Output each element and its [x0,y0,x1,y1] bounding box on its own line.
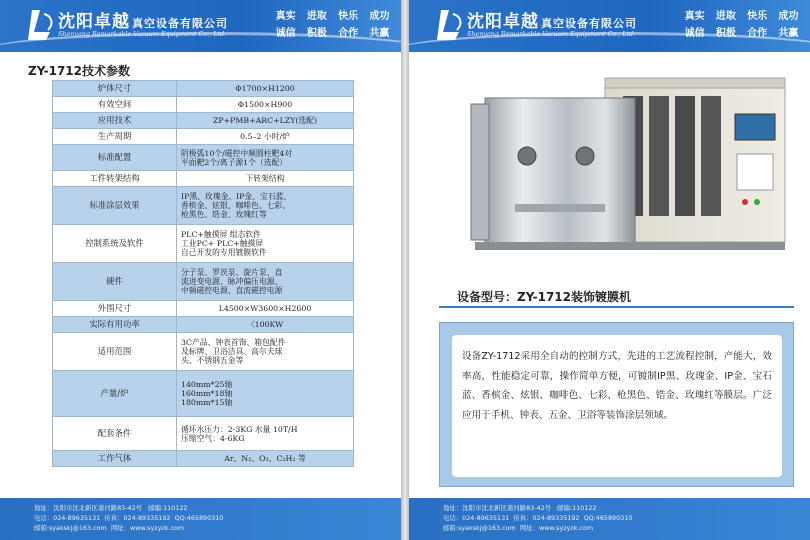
spec-row [53,333,354,371]
slogan: 快乐 [747,11,768,22]
spec-value-line: 及标牌、卫浴洁具、高尔夫球 [181,347,283,356]
spec-value [177,81,354,97]
spec-row [53,187,354,225]
spec-row [53,81,354,97]
spec-label: 生产周期 [53,129,177,145]
spec-row [53,97,354,113]
page-footer [409,498,810,540]
spec-value-line: IP黑、玫瑰金、IP金、宝石蓝、 [181,192,292,201]
spec-value-line: 中频磁控电源、直流磁控电源 [181,286,283,295]
spec-value-line: 自己开发的专用镀膜软件 [181,248,267,257]
footer-zip: 邮编:110122 [148,504,188,512]
spec-value-line: 下转架结构 [245,174,285,183]
spec-row [53,129,354,145]
spec-label: 适用范围 [53,333,177,371]
spec-value [177,417,354,451]
footer-fax: 传真：024-89335192 [513,514,580,522]
slogan: 快乐 [338,11,359,22]
spec-label: 标准涂层效果 [53,187,177,225]
page-header [0,0,401,52]
specs-page [0,0,401,540]
spec-value-line: 平面靶2个/离子源1个（选配） [181,157,288,167]
spec-row [53,301,354,317]
slogan: 进取 [715,11,736,22]
spec-row [53,113,354,129]
spec-row [53,145,354,171]
slogan: 积极 [715,28,736,39]
spec-label: 炉体尺寸 [53,81,177,97]
spec-value-line: 阴极弧10个/磁控中频圆柱靶4对 [181,148,293,158]
footer-tel: 电话：024-89635131 [443,514,510,522]
footer-web: 网址：www.syzyzk.com [110,524,185,532]
description-box [439,322,794,487]
company-name: 沈阳卓越 真空设备有限公司 [58,12,228,32]
spec-value-line: 3C产品、钟表首饰、箱包配件 [181,338,286,347]
product-page [409,0,810,540]
divider [439,306,794,308]
spec-label: 工件转架结构 [53,171,177,187]
spec-value [177,451,354,467]
slogan: 进取 [306,11,327,22]
spec-value-line: L4500×W3600×H2600 [218,304,312,313]
page-footer [0,498,401,540]
spec-value-line: 分子泵、罗茨泵、旋片泵、直 [181,268,283,277]
footer-fax: 传真：024-89335192 [104,514,171,522]
spec-label: 控制系统及软件 [53,225,177,263]
spec-value [177,187,354,225]
spec-value [177,225,354,263]
spec-label: 标准配置 [53,145,177,171]
slogan: 真实 [684,11,705,22]
slogan: 合作 [747,28,768,39]
product-description: 设备ZY-1712采用全自动的控制方式，先进的工艺流程控制，产能大，效率高，性能稳定可靠，操作简单方便，可镀制IP黑、玫瑰金、IP金、宝石蓝、香槟金、炫银、咖啡色、七彩、枪黑色、锆金、玫瑰红等膜层。广泛应用于手机、钟表、五金、卫浴等装饰涂层领域。 [462,351,772,421]
company-logo-icon [26,8,56,42]
page-header [409,0,810,52]
spec-value-line: 头、不锈钢五金等 [181,356,244,365]
spec-value [177,145,354,171]
footer-zip: 邮编:110122 [557,504,597,512]
spec-label: 有效空间 [53,97,177,113]
spec-value-line: 流进变电源、脉冲偏压电源、 [181,277,283,286]
company-name-en: Shenyang Remarkable Vacuum Equipment Co., Ltd. [58,30,227,38]
spec-value [177,171,354,187]
slogan: 诚信 [275,28,296,39]
page-gutter [401,0,409,540]
spec-row [53,417,354,451]
spec-row [53,225,354,263]
spec-row [53,171,354,187]
spec-value [177,97,354,113]
footer-address: 地址：沈阳市沈北新区蒲河路83-42号 [443,504,552,512]
spec-label: 硬件 [53,263,177,301]
spec-value-line: 〈100KW [246,320,284,329]
spec-value-line: 0.5–2 小时/炉 [240,132,290,141]
spec-table [52,80,354,467]
spec-value [177,371,354,417]
spec-value [177,317,354,333]
spec-value [177,333,354,371]
spec-row [53,451,354,467]
company-name-en: Shenyang Remarkable Vacuum Equipment Co., Ltd. [467,30,636,38]
slogan: 诚信 [684,28,705,39]
spec-value-line: 180mm*15轴 [181,398,233,407]
slogan: 真实 [275,11,296,22]
slogan: 共赢 [778,28,799,39]
spec-value-line: 循环水压力：2-3KG 水量 10T/H [181,424,298,434]
specs-title: ZY-1712技术参数 [28,64,131,78]
footer-tel: 电话：024-89635131 [34,514,101,522]
spec-value [177,129,354,145]
spec-value [177,263,354,301]
footer-qq: QQ:465890310 [583,514,633,522]
slogan-grid [270,7,395,39]
company-logo-icon [435,8,465,42]
spec-label: 应用技术 [53,113,177,129]
spec-value-line: Φ1500×H900 [237,100,293,109]
spec-value-line: 香槟金、炫银、咖啡色、七彩、 [181,201,291,210]
spec-label: 产量/炉 [53,371,177,417]
spec-value-line: 压缩空气：4-6KG [181,433,245,443]
model-title: 设备型号：ZY-1712装饰镀膜机 [457,290,632,304]
spec-row [53,317,354,333]
slogan: 成功 [369,11,390,22]
slogan: 共赢 [369,28,390,39]
footer-address: 地址：沈阳市沈北新区蒲河路83-42号 [34,504,143,512]
spec-value-line: 160mm*18轴 [181,389,233,398]
spec-value [177,113,354,129]
spec-label: 配套条件 [53,417,177,451]
spec-value-line: 140mm*25轴 [181,380,233,389]
company-name: 沈阳卓越 真空设备有限公司 [467,12,637,32]
spec-value-line: 工业PC+ PLC+触摸屏 [181,239,264,248]
spec-value-line: Φ1700×H1200 [235,84,295,93]
slogan-grid [679,7,804,39]
slogan: 成功 [778,11,799,22]
spec-row [53,371,354,417]
spec-value-line: Ar、N₂、O₂、C₂H₂ 等 [224,454,306,463]
machine-image [445,74,801,258]
spec-value-line: ZP+PMB+ARC+LZY(选配) [212,116,318,125]
spec-label: 工作气体 [53,451,177,467]
spec-value-line: PLC+触摸屏 组态软件 [181,230,261,239]
slogan: 合作 [338,28,359,39]
slogan: 积极 [306,28,327,39]
footer-email: 邮箱:syakskj@163.com [443,524,516,532]
spec-label: 实际有用功率 [53,317,177,333]
footer-qq: QQ:465890310 [174,514,224,522]
spec-value [177,301,354,317]
spec-value-line: 枪黑色、锆金、玫瑰红等 [181,210,267,219]
footer-web: 网址：www.syzyzk.com [519,524,594,532]
footer-email: 邮箱:syakskj@163.com [34,524,107,532]
spec-label: 外围尺寸 [53,301,177,317]
spec-row [53,263,354,301]
